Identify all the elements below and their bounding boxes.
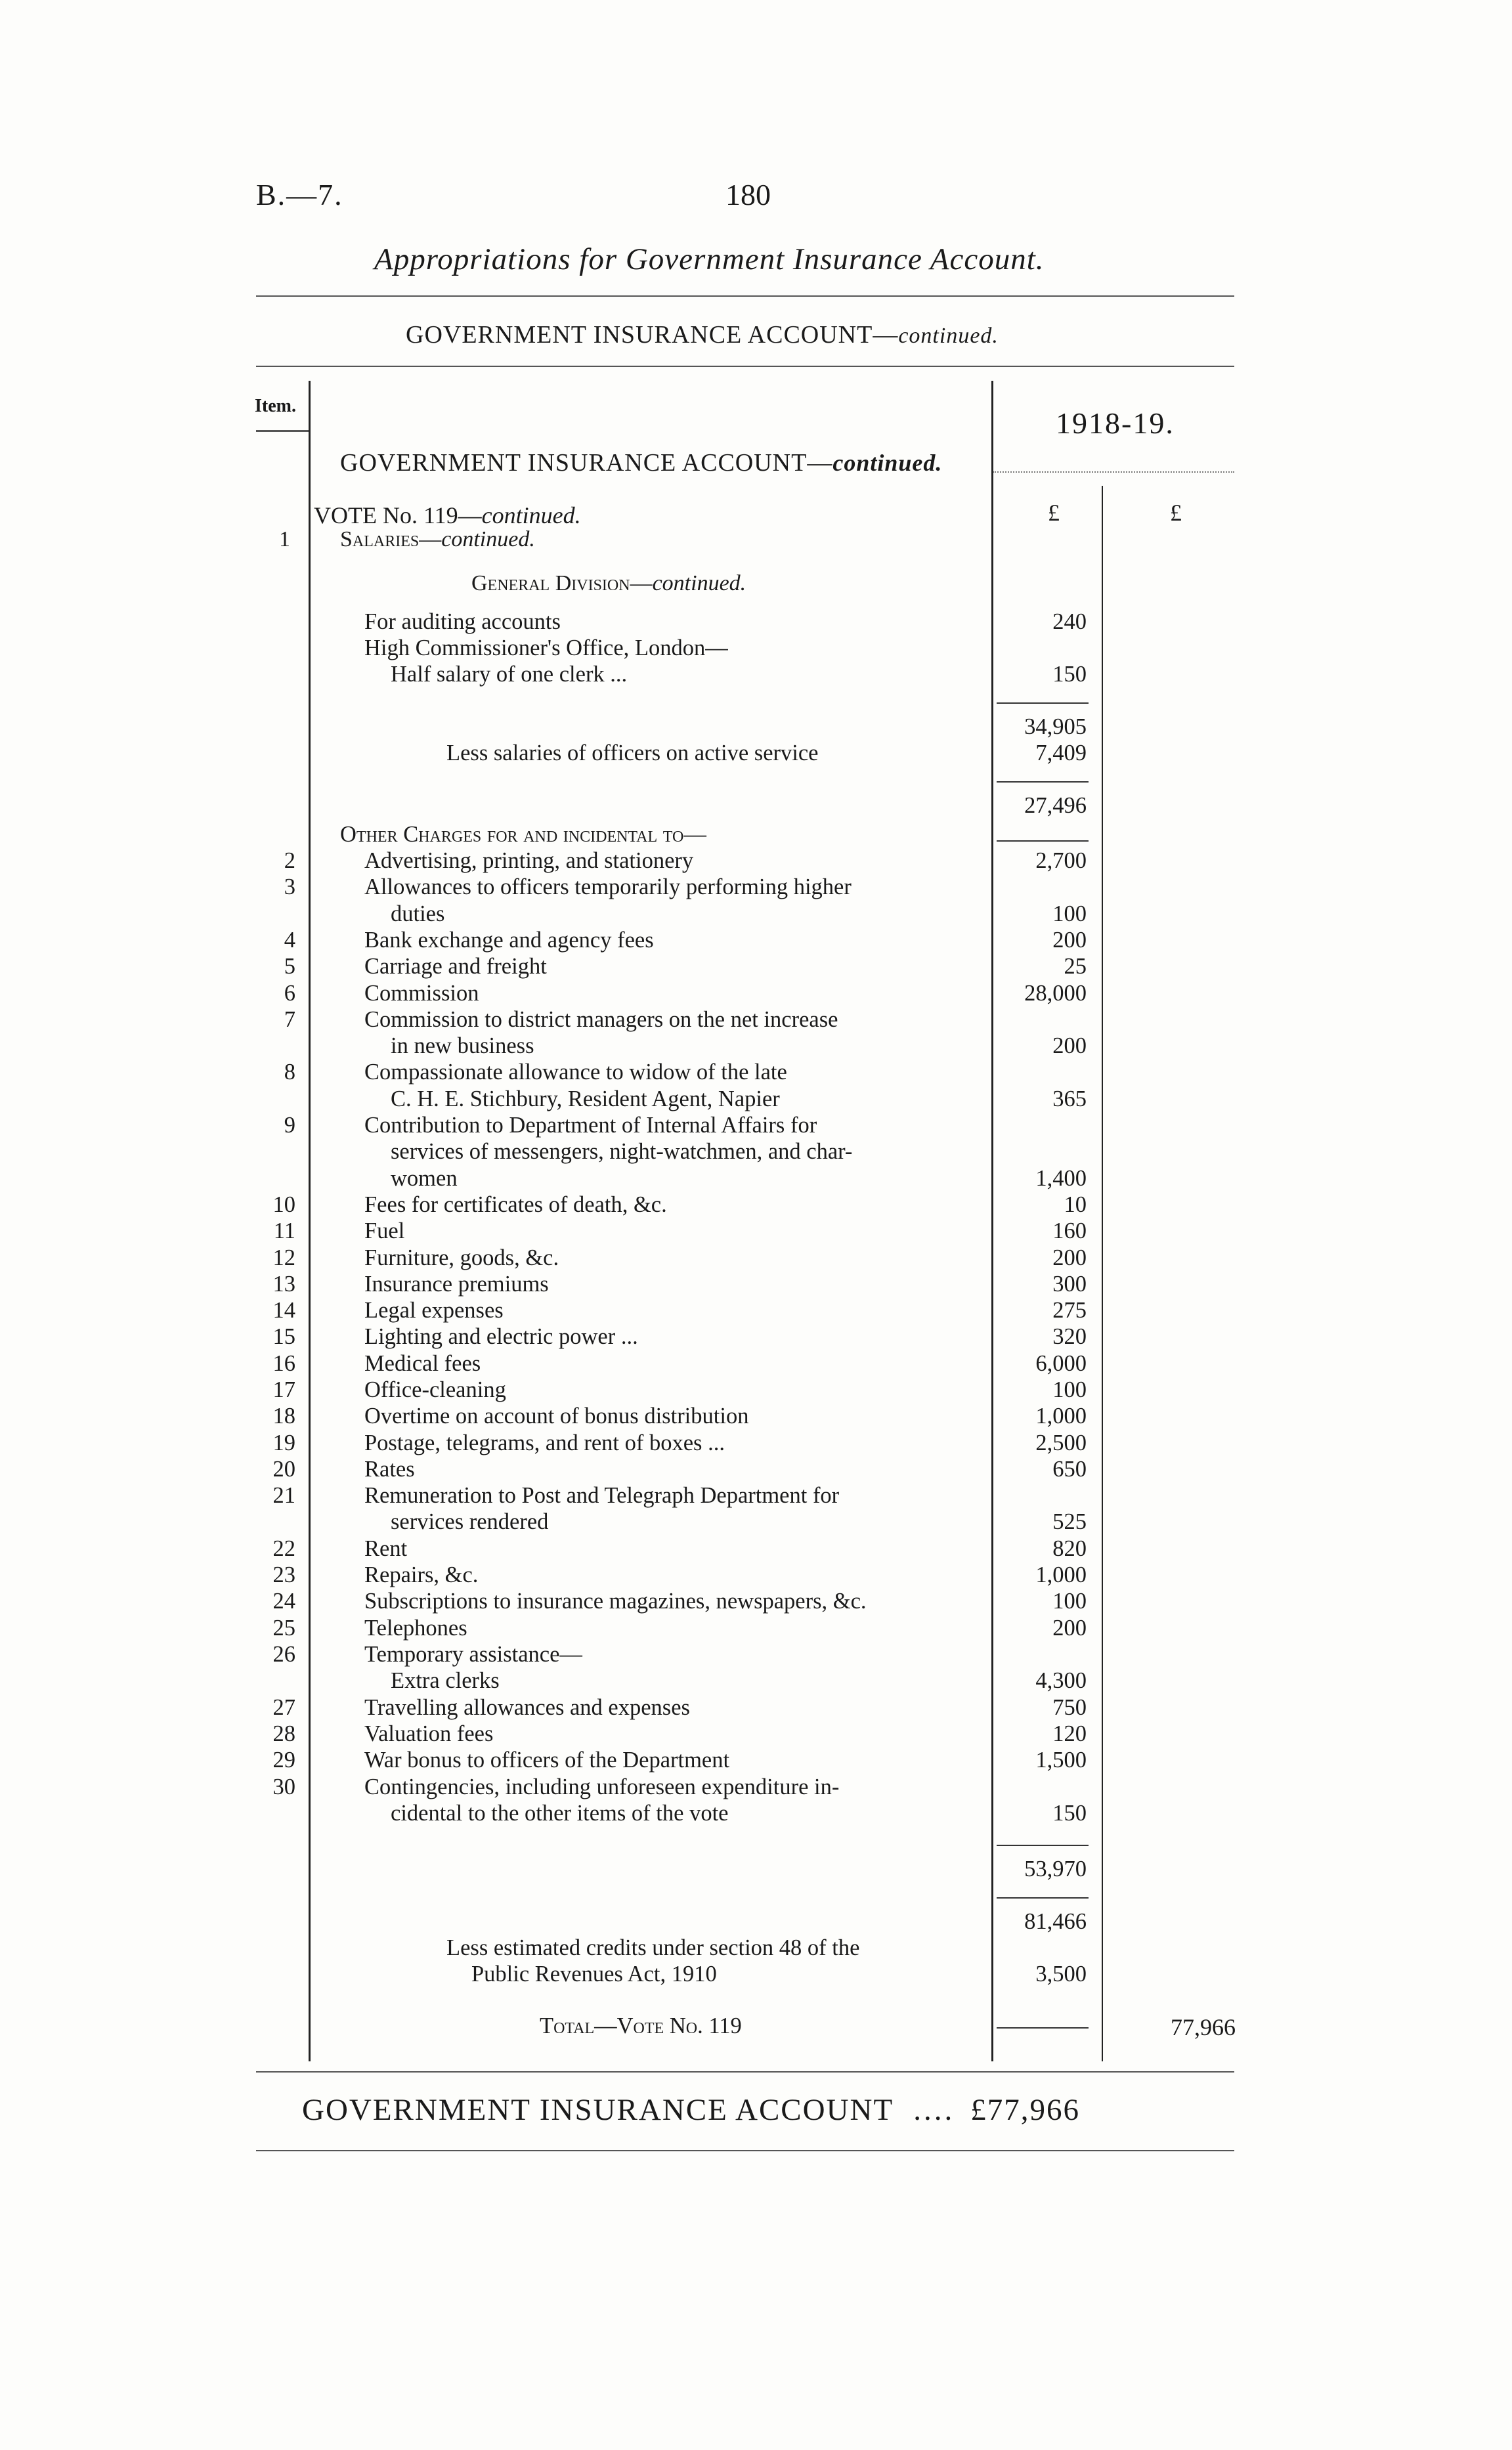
currency-col2-header: £: [1170, 500, 1182, 526]
charge-item-number: 20: [272, 1456, 295, 1482]
charge-item-number: 21: [272, 1483, 295, 1509]
salary-line-amount: 240: [1052, 609, 1087, 634]
charge-item: [0, 1457, 1512, 1483]
charge-item-text: Commission to district managers on the net increase: [364, 1006, 838, 1032]
charge-item-number: 30: [272, 1774, 295, 1799]
charge-item-amount: 650: [1052, 1456, 1087, 1482]
credits-row-1: [0, 1935, 1512, 1962]
charge-item-amount: 100: [1052, 1377, 1087, 1402]
item-header-underline: [256, 430, 309, 432]
charge-item-number: 6: [284, 980, 295, 1006]
page-subtitle: Appropriations for Government Insurance Account.: [374, 242, 1045, 276]
charge-item-amount: 120: [1052, 1721, 1087, 1746]
vote-item-number: 1: [279, 527, 290, 551]
salary-line: [0, 662, 1512, 688]
other-charges-total-row: [0, 1857, 1512, 1883]
year-column-header: 1918-19.: [1056, 406, 1175, 440]
charge-item-text: Insurance premiums: [364, 1271, 549, 1297]
charge-item-text: duties: [391, 901, 445, 926]
charge-item-number: 29: [272, 1748, 295, 1773]
credits-amount: 3,500: [1035, 1962, 1087, 1987]
charge-item-amount: 320: [1052, 1324, 1087, 1350]
charge-item-number: 2: [284, 848, 295, 873]
amount-rule: [997, 781, 1089, 783]
charge-item-text: Commission: [364, 980, 479, 1006]
charge-item-text: Fees for certificates of death, &c.: [364, 1192, 667, 1217]
charge-item-amount: 10: [1064, 1192, 1087, 1217]
charge-item-amount: 200: [1052, 1245, 1087, 1270]
charge-item-amount: 25: [1064, 954, 1087, 979]
charge-item-text: War bonus to officers of the Department: [364, 1748, 730, 1773]
charge-item-amount: 100: [1052, 901, 1087, 926]
charge-item-number: 4: [284, 927, 295, 953]
charge-item-text: Subscriptions to insurance magazines, newspapers, &c.: [364, 1589, 867, 1614]
charge-item-text: Remuneration to Post and Telegraph Department for: [364, 1483, 840, 1509]
charge-item-text: in new business: [391, 1033, 534, 1059]
charge-item-text: Lighting and electric power ...: [364, 1324, 638, 1350]
vote-heading: VOTE No. 119—continued.: [314, 502, 581, 528]
charge-item: [0, 1377, 1512, 1404]
amount-rule: [997, 702, 1089, 704]
charge-item: [0, 1113, 1512, 1192]
charge-item-text: Overtime on account of bonus distribution: [364, 1404, 749, 1429]
charge-item-amount: 100: [1052, 1589, 1087, 1614]
charge-item-amount: 365: [1052, 1086, 1087, 1111]
charge-item-text: Allowances to officers temporarily performing higher: [364, 874, 852, 900]
vote-total-amount: 77,966: [1171, 2014, 1236, 2040]
charge-item-text: Valuation fees: [364, 1721, 494, 1746]
charge-item-text: Repairs, &c.: [364, 1562, 479, 1588]
charge-item-number: 3: [284, 874, 295, 900]
credits-row-2: [0, 1962, 1512, 1988]
salary-line-amount: 150: [1052, 662, 1087, 687]
other-charges-total: 53,970: [1024, 1857, 1087, 1881]
charge-item-amount: 2,500: [1035, 1430, 1087, 1455]
charge-item-text: Travelling allowances and expenses: [364, 1694, 690, 1720]
charge-item-text: C. H. E. Stichbury, Resident Agent, Napier: [391, 1086, 780, 1111]
charge-item-amount: 200: [1052, 1615, 1087, 1641]
charge-item-number: 26: [272, 1642, 295, 1667]
item-column-header: Item.: [255, 396, 296, 416]
charge-item-amount: 1,400: [1035, 1165, 1087, 1191]
charge-item: [0, 1060, 1512, 1113]
charge-item-text: Furniture, goods, &c.: [364, 1245, 559, 1270]
charge-item-amount: 820: [1052, 1536, 1087, 1561]
charge-item: [0, 1774, 1512, 1828]
charge-item-text: Legal expenses: [364, 1298, 504, 1323]
charge-item-text: Advertising, printing, and stationery: [364, 848, 694, 873]
year-header-rule: [993, 471, 1234, 473]
charge-item-number: 24: [272, 1589, 295, 1614]
charge-item: [0, 1272, 1512, 1298]
charge-item: [0, 1351, 1512, 1377]
salary-line: [0, 609, 1512, 635]
charge-item: [0, 874, 1512, 928]
charge-item: [0, 1562, 1512, 1589]
salaries-heading: Salaries—continued.: [340, 527, 535, 551]
charge-item-text: Bank exchange and agency fees: [364, 927, 654, 953]
amount-rule: [997, 2027, 1089, 2029]
account-title: GOVERNMENT INSURANCE ACCOUNT—continued.: [406, 321, 999, 349]
charge-item-number: 15: [272, 1324, 295, 1350]
footer-summary: GOVERNMENT INSURANCE ACCOUNT .... £77,966: [302, 2093, 1080, 2127]
charge-item-number: 18: [272, 1404, 295, 1429]
charge-item-number: 27: [272, 1694, 295, 1720]
charge-item: [0, 1404, 1512, 1430]
document-reference: B.—7.: [256, 178, 343, 211]
vote-total-label: Total—Vote No. 119: [540, 2013, 742, 2038]
charge-item-amount: 300: [1052, 1271, 1087, 1297]
salary-gross-amount: 34,905: [1024, 714, 1087, 739]
bottom-rule-1: [256, 2071, 1234, 2073]
charge-item-number: 9: [284, 1113, 295, 1138]
charge-item-amount: 28,000: [1024, 980, 1087, 1006]
table-top-rule: [256, 366, 1234, 367]
other-charges-heading-row: [0, 822, 1512, 848]
charge-item-text: Carriage and freight: [364, 954, 547, 979]
charge-item-amount: 150: [1052, 1800, 1087, 1826]
charge-item: [0, 1589, 1512, 1615]
charge-item-text: cidental to the other items of the vote: [391, 1800, 729, 1826]
charge-item: [0, 954, 1512, 980]
amount-rule: [997, 840, 1089, 842]
charge-item-number: 12: [272, 1245, 295, 1270]
amount-rule: [997, 1897, 1089, 1899]
salary-line: [0, 635, 1512, 662]
charge-item: [0, 1245, 1512, 1272]
salary-less-row: [0, 741, 1512, 767]
charge-item: [0, 1536, 1512, 1562]
charge-item: [0, 1748, 1512, 1774]
charge-item-amount: 275: [1052, 1298, 1087, 1323]
amount-rule: [997, 1845, 1089, 1846]
top-rule: [256, 295, 1234, 297]
charge-item-amount: 6,000: [1035, 1350, 1087, 1376]
charge-item-text: Temporary assistance—: [364, 1642, 582, 1667]
salary-line-text: High Commissioner's Office, London—: [364, 635, 728, 660]
charge-item-number: 8: [284, 1060, 295, 1085]
charge-item: [0, 1483, 1512, 1536]
charge-item: [0, 848, 1512, 874]
salary-line-text: For auditing accounts: [364, 609, 561, 634]
charge-item-text: Contingencies, including unforeseen expenditure in-: [364, 1774, 840, 1799]
charge-item-text: Rent: [364, 1536, 408, 1561]
salary-net-amount: 27,496: [1024, 793, 1087, 818]
charge-item-number: 16: [272, 1350, 295, 1376]
charge-item: [0, 928, 1512, 954]
charge-item-number: 17: [272, 1377, 295, 1402]
charge-item-text: Office-cleaning: [364, 1377, 506, 1402]
vote-total-row: [0, 2013, 1512, 2040]
salary-line-text: Half salary of one clerk ...: [391, 662, 628, 687]
charge-item-text: Medical fees: [364, 1350, 481, 1376]
salary-net-row: [0, 793, 1512, 819]
charge-item: [0, 1192, 1512, 1218]
charge-item-number: 28: [272, 1721, 295, 1746]
credits-label-line2: Public Revenues Act, 1910: [471, 1962, 717, 1987]
charge-item-number: 7: [284, 1006, 295, 1032]
charge-item-text: women: [391, 1165, 458, 1191]
charge-item-number: 13: [272, 1271, 295, 1297]
charge-item-amount: 750: [1052, 1694, 1087, 1720]
charge-item-number: 10: [272, 1192, 295, 1217]
charge-item-amount: 4,300: [1035, 1668, 1087, 1694]
charge-item: [0, 1324, 1512, 1350]
charge-item-amount: 2,700: [1035, 848, 1087, 873]
charge-item-number: 25: [272, 1615, 295, 1641]
charge-item: [0, 1616, 1512, 1642]
charge-item-number: 23: [272, 1562, 295, 1588]
charge-item: [0, 1298, 1512, 1324]
salary-less-amount: 7,409: [1035, 741, 1087, 765]
charge-item-number: 22: [272, 1536, 295, 1561]
charge-item-number: 5: [284, 954, 295, 979]
charge-item: [0, 1642, 1512, 1695]
general-division-heading: General Division—continued.: [471, 571, 746, 595]
charge-item-text: Contribution to Department of Internal Affairs for: [364, 1113, 817, 1138]
charge-item: [0, 1721, 1512, 1748]
charge-item-number: 11: [273, 1218, 295, 1244]
inner-account-title: GOVERNMENT INSURANCE ACCOUNT—continued.: [340, 449, 943, 477]
other-charges-heading: Other Charges for and incidental to—: [340, 822, 706, 847]
credits-label-line1: Less estimated credits under section 48 of the: [446, 1935, 860, 1960]
combined-total: 81,466: [1024, 1909, 1087, 1934]
charge-item-text: Postage, telegrams, and rent of boxes ...: [364, 1430, 725, 1455]
charge-item: [0, 981, 1512, 1007]
charge-item: [0, 1007, 1512, 1060]
charge-item-text: Compassionate allowance to widow of the late: [364, 1060, 787, 1085]
charge-item-amount: 1,000: [1035, 1404, 1087, 1429]
charge-item-number: 14: [272, 1298, 295, 1323]
charge-item-text: services of messengers, night-watchmen, and char-: [391, 1139, 853, 1165]
charge-item-amount: 525: [1052, 1509, 1087, 1535]
charge-item-text: Telephones: [364, 1615, 467, 1641]
charge-item-number: 19: [272, 1430, 295, 1455]
salary-gross-row: [0, 714, 1512, 741]
charge-item-amount: 1,000: [1035, 1562, 1087, 1588]
salary-less-label: Less salaries of officers on active service: [446, 741, 819, 765]
charge-item: [0, 1218, 1512, 1245]
charge-item-amount: 160: [1052, 1218, 1087, 1244]
charge-item-text: Fuel: [364, 1218, 405, 1244]
charge-item: [0, 1695, 1512, 1721]
charge-item-amount: 200: [1052, 927, 1087, 953]
charge-item-amount: 1,500: [1035, 1748, 1087, 1773]
charge-item-text: Rates: [364, 1456, 415, 1482]
charge-item: [0, 1430, 1512, 1457]
combined-total-row: [0, 1909, 1512, 1935]
currency-col1-header: £: [1048, 500, 1060, 526]
charge-item-text: Extra clerks: [391, 1668, 500, 1694]
bottom-rule-2: [256, 2150, 1234, 2151]
page-number: 180: [725, 178, 771, 211]
charge-item-amount: 200: [1052, 1033, 1087, 1059]
charge-item-text: services rendered: [391, 1509, 549, 1535]
